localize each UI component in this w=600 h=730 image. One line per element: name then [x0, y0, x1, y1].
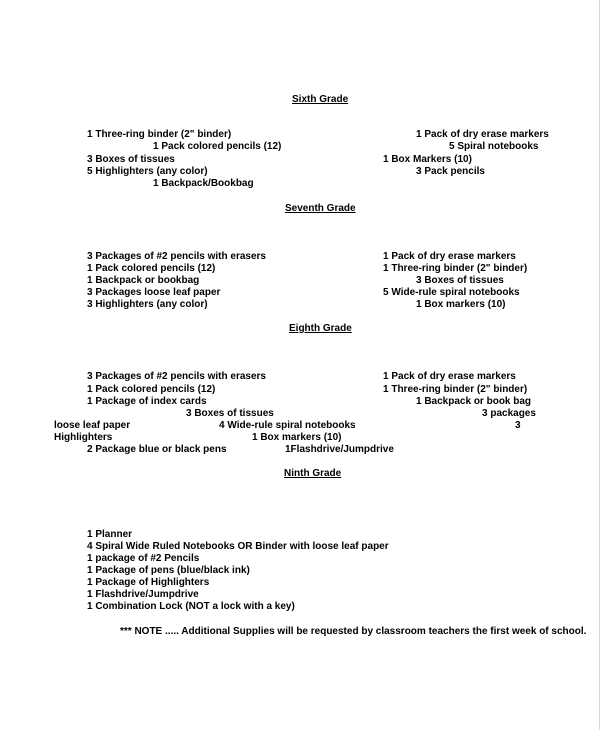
seventh-right-item: 1 Pack of dry erase markers — [383, 251, 516, 262]
sixth-left-item: 1 Three-ring binder (2" binder) — [87, 129, 232, 140]
ninth-grade-heading: Ninth Grade — [284, 468, 342, 479]
sixth-right-item: 3 Pack pencils — [416, 166, 485, 177]
supplies-note: *** NOTE ..... Additional Supplies will be requested by classroom teachers the first week of school. — [120, 626, 587, 637]
eighth-line: 1 Box markers (10) — [252, 432, 342, 443]
eighth-line: 3 — [515, 420, 521, 431]
seventh-right-item: 1 Box markers (10) — [416, 299, 506, 310]
sixth-right-item: 1 Pack of dry erase markers — [416, 129, 549, 140]
seventh-right-item: 3 Boxes of tissues — [416, 275, 504, 286]
eighth-line: 3 packages — [482, 408, 536, 419]
ninth-item: 1 Flashdrive/Jumpdrive — [87, 589, 199, 600]
sixth-right-item: 1 Box Markers (10) — [383, 154, 472, 165]
seventh-right-item: 1 Three-ring binder (2" binder) — [383, 263, 528, 274]
eighth-line: 1 Package of index cards — [87, 396, 207, 407]
sixth-right-item: 5 Spiral notebooks — [449, 141, 539, 152]
eighth-line: 3 Boxes of tissues — [186, 408, 274, 419]
ninth-item: 1 Planner — [87, 529, 133, 540]
ninth-item: 1 package of #2 Pencils — [87, 553, 200, 564]
seventh-left-item: 1 Backpack or bookbag — [87, 275, 200, 286]
eighth-line: 1 Three-ring binder (2" binder) — [383, 384, 528, 395]
ninth-item: 1 Package of Highlighters — [87, 577, 210, 588]
eighth-line: 1 Backpack or book bag — [416, 396, 532, 407]
seventh-right-item: 5 Wide-rule spiral notebooks — [383, 287, 520, 298]
seventh-left-item: 3 Highlighters (any color) — [87, 299, 208, 310]
sixth-left-item: 3 Boxes of tissues — [87, 154, 175, 165]
sixth-grade-heading: Sixth Grade — [292, 94, 349, 105]
sixth-left-item: 5 Highlighters (any color) — [87, 166, 208, 177]
seventh-left-item: 1 Pack colored pencils (12) — [87, 263, 216, 274]
seventh-left-item: 3 Packages loose leaf paper — [87, 287, 221, 298]
seventh-left-item: 3 Packages of #2 pencils with erasers — [87, 251, 266, 262]
eighth-line: 3 Packages of #2 pencils with erasers — [87, 371, 266, 382]
ninth-item: 4 Spiral Wide Ruled Notebooks OR Binder with loose leaf paper — [87, 541, 389, 552]
ninth-item: 1 Package of pens (blue/black ink) — [87, 565, 250, 576]
eighth-line: 1 Pack colored pencils (12) — [87, 384, 216, 395]
eighth-line: loose leaf paper — [54, 420, 131, 431]
ninth-item: 1 Combination Lock (NOT a lock with a key) — [87, 601, 295, 612]
eighth-line: 2 Package blue or black pens — [87, 444, 227, 455]
sixth-left-item: 1 Pack colored pencils (12) — [153, 141, 282, 152]
eighth-line: 1Flashdrive/Jumpdrive — [285, 444, 394, 455]
eighth-line: Highlighters — [54, 432, 113, 443]
sixth-left-item: 1 Backpack/Bookbag — [153, 178, 254, 189]
seventh-grade-heading: Seventh Grade — [285, 203, 356, 214]
eighth-line: 1 Pack of dry erase markers — [383, 371, 516, 382]
eighth-grade-heading: Eighth Grade — [289, 323, 352, 334]
eighth-line: 4 Wide-rule spiral notebooks — [219, 420, 356, 431]
